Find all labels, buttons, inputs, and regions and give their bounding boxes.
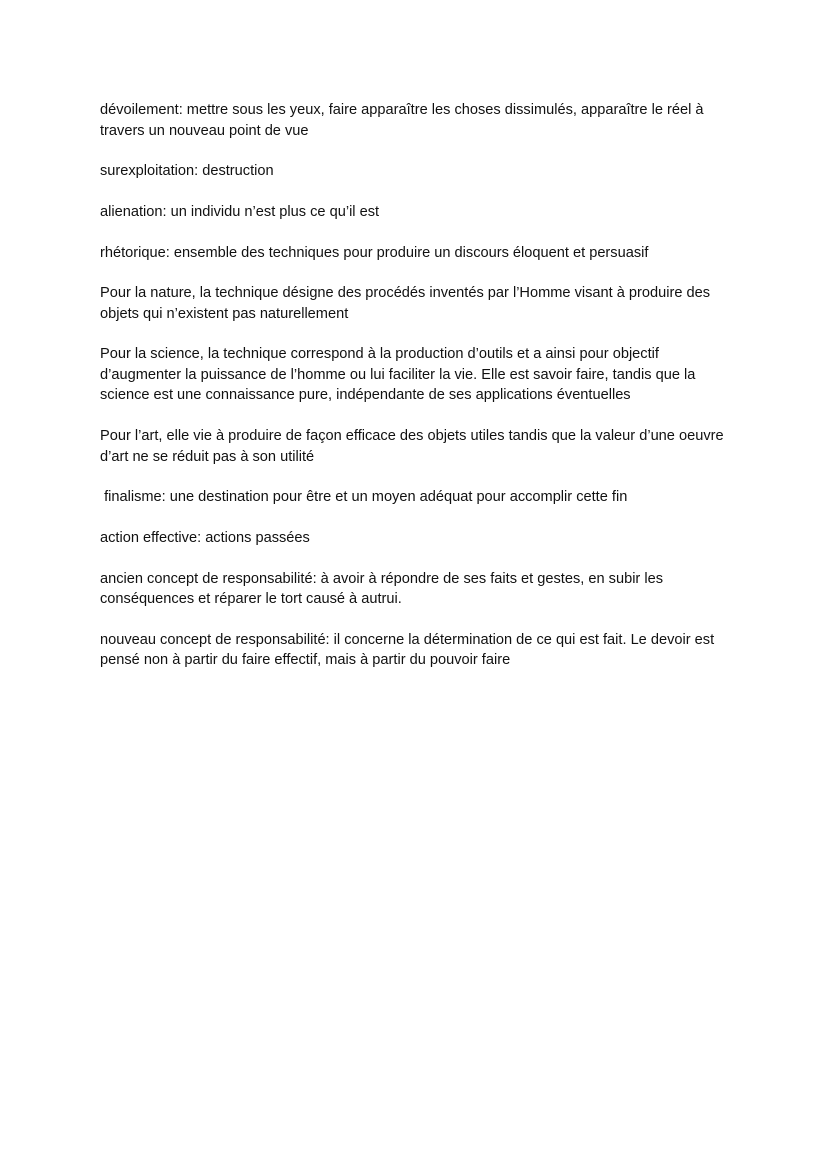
paragraph-action-effective: action effective: actions passées bbox=[100, 530, 310, 546]
paragraph-nouveau-concept: nouveau concept de responsabilité: il concerne la détermination de ce qui est fait. Le devoir est pensé non à partir du faire effectif, mais à partir du pouvoir faire bbox=[100, 631, 715, 669]
paragraph-alienation: alienation: un individu n’est plus ce qu’il est bbox=[100, 203, 380, 220]
paragraph-rhetorique: rhétorique: ensemble des techniques pour produire un discours éloquent et persuasif bbox=[100, 244, 649, 261]
document-body bbox=[100, 100, 730, 691]
paragraph-devoilement: dévoilement: mettre sous les yeux, faire apparaître les choses dissimulés, apparaître le réel à travers un nouveau point de vue bbox=[100, 102, 704, 139]
paragraph-nature: Pour la nature, la technique désigne des procédés inventés par l’Homme visant à produire des objets qui n’existent pas naturellement bbox=[100, 285, 711, 322]
paragraph-surexploitation: surexploitation: destruction bbox=[100, 163, 274, 180]
paragraph-ancien-concept: ancien concept de responsabilité: à avoir à répondre de ses faits et gestes, en subir les conséquences et réparer le tort causé à autrui. bbox=[100, 570, 664, 608]
paragraph-finalisme: finalisme: une destination pour être et un moyen adéquat pour accomplir cette fin bbox=[100, 489, 628, 506]
paragraph-science: Pour la science, la technique correspond à la production d’outils et a ainsi pour objectif d’augmenter la puissance de l’homme ou lui faciliter la vie. Elle est savoir faire, tandis que la science est une connaissance pure, indépendante de ses applications éventuelles bbox=[100, 346, 696, 404]
paragraph-art: Pour l’art, elle vie à produire de façon efficace des objets utiles tandis que la valeur d’une oeuvre d’art ne se réduit pas à son utilité bbox=[100, 428, 724, 465]
